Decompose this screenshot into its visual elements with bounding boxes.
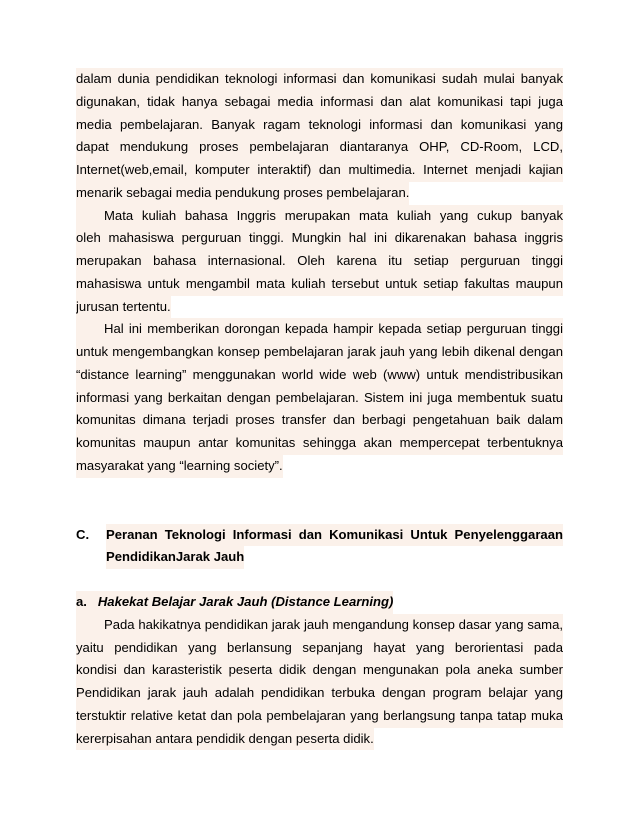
text-line: untuk mengembangkan konsep pembelajaran jarak jauh yang lebih dikenal dengan bbox=[76, 341, 563, 364]
text-line: informasi yang berkaitan dengan pembelajaran. Sistem ini juga membentuk suatu bbox=[76, 387, 563, 410]
text-line: mahasiswa untuk mengambil mata kuliah tersebut untuk setiap fakultas maupun bbox=[76, 273, 563, 296]
text-line-content: Hal ini memberikan dorongan kepada hampir kepada setiap perguruan tinggi bbox=[104, 321, 563, 337]
section-title bbox=[106, 524, 563, 570]
text-line-first bbox=[76, 614, 563, 637]
subsection-title-line bbox=[76, 591, 393, 614]
paragraph-english-course bbox=[76, 205, 563, 319]
text-line: merupakan bahasa internasional. Oleh karena itu setiap perguruan tinggi bbox=[76, 250, 563, 273]
paragraph-distance-learning bbox=[76, 318, 563, 477]
text-line: dalam dunia pendidikan teknologi informasi dan komunikasi sudah mulai banyak bbox=[76, 68, 563, 91]
subsection-spacer bbox=[76, 569, 563, 591]
text-line-first bbox=[76, 318, 563, 341]
subsection-title: Hakekat Belajar Jarak Jauh (Distance Learning) bbox=[97, 594, 394, 609]
section-heading-c bbox=[76, 524, 563, 570]
text-line: Internet(web,email, komputer interaktif) dan multimedia. Internet menjadi kajian bbox=[76, 159, 563, 182]
text-line: terstuktir relative ketat dan pola pembelajaran yang berlangsung tanpa tatap muka bbox=[76, 705, 563, 728]
text-line: yaitu pendidikan yang berlansung sepanjang hayat yang berorientasi pada bbox=[76, 637, 563, 660]
section-title-line: Peranan Teknologi Informasi dan Komunikasi Untuk Penyelenggaraan bbox=[106, 524, 563, 547]
text-line-content: Pada hakikatnya pendidikan jarak jauh mengandung konsep dasar yang sama, bbox=[104, 616, 563, 632]
text-line: komunitas maupun antar komunitas sehingga akan mempercepat terbentuknya bbox=[76, 432, 563, 455]
document-body bbox=[76, 68, 563, 750]
text-line: jurusan tertentu. bbox=[76, 296, 171, 319]
text-line: oleh mahasiswa perguruan tinggi. Mungkin hal ini dikarenakan bahasa inggris bbox=[76, 227, 563, 250]
text-line: “distance learning” menggunakan world wide web (www) untuk mendistribusikan bbox=[76, 364, 563, 387]
text-line: dapat mendukung proses pembelajaran diantaranya OHP, CD-Room, LCD, bbox=[76, 136, 563, 159]
text-line: masyarakat yang “learning society”. bbox=[76, 455, 283, 478]
text-line: kererpisahan antara pendidik dengan peserta didik. bbox=[76, 728, 374, 751]
paragraph-distance-education-nature bbox=[76, 614, 563, 751]
section-spacer bbox=[76, 478, 563, 524]
text-line-first bbox=[76, 205, 563, 228]
text-line: media pembelajaran. Banyak ragam teknologi informasi dan komunikasi yang bbox=[76, 114, 563, 137]
text-line: menarik sebagai media pendukung proses pembelajaran. bbox=[76, 182, 409, 205]
subsection-letter: a. bbox=[76, 594, 87, 609]
text-line: digunakan, tidak hanya sebagai media informasi dan alat komunikasi tapi juga bbox=[76, 91, 563, 114]
section-letter: C. bbox=[76, 526, 90, 542]
text-line: Pendidikan jarak jauh adalah pendidikan terbuka dengan program belajar yang bbox=[76, 682, 563, 705]
subsection-heading-a bbox=[76, 591, 563, 614]
text-line: komunitas dimana terjadi proses transfer dan berbagi pengetahuan baik dalam bbox=[76, 409, 563, 432]
section-title-line: PendidikanJarak Jauh bbox=[106, 546, 244, 569]
text-line: kondisi dan karasteristik peserta didik dengan mengunakan pola aneka sumber bbox=[76, 659, 563, 682]
paragraph-intro-continuation bbox=[76, 68, 563, 205]
text-line-content: Mata kuliah bahasa Inggris merupakan mata kuliah yang cukup banyak bbox=[104, 207, 563, 223]
